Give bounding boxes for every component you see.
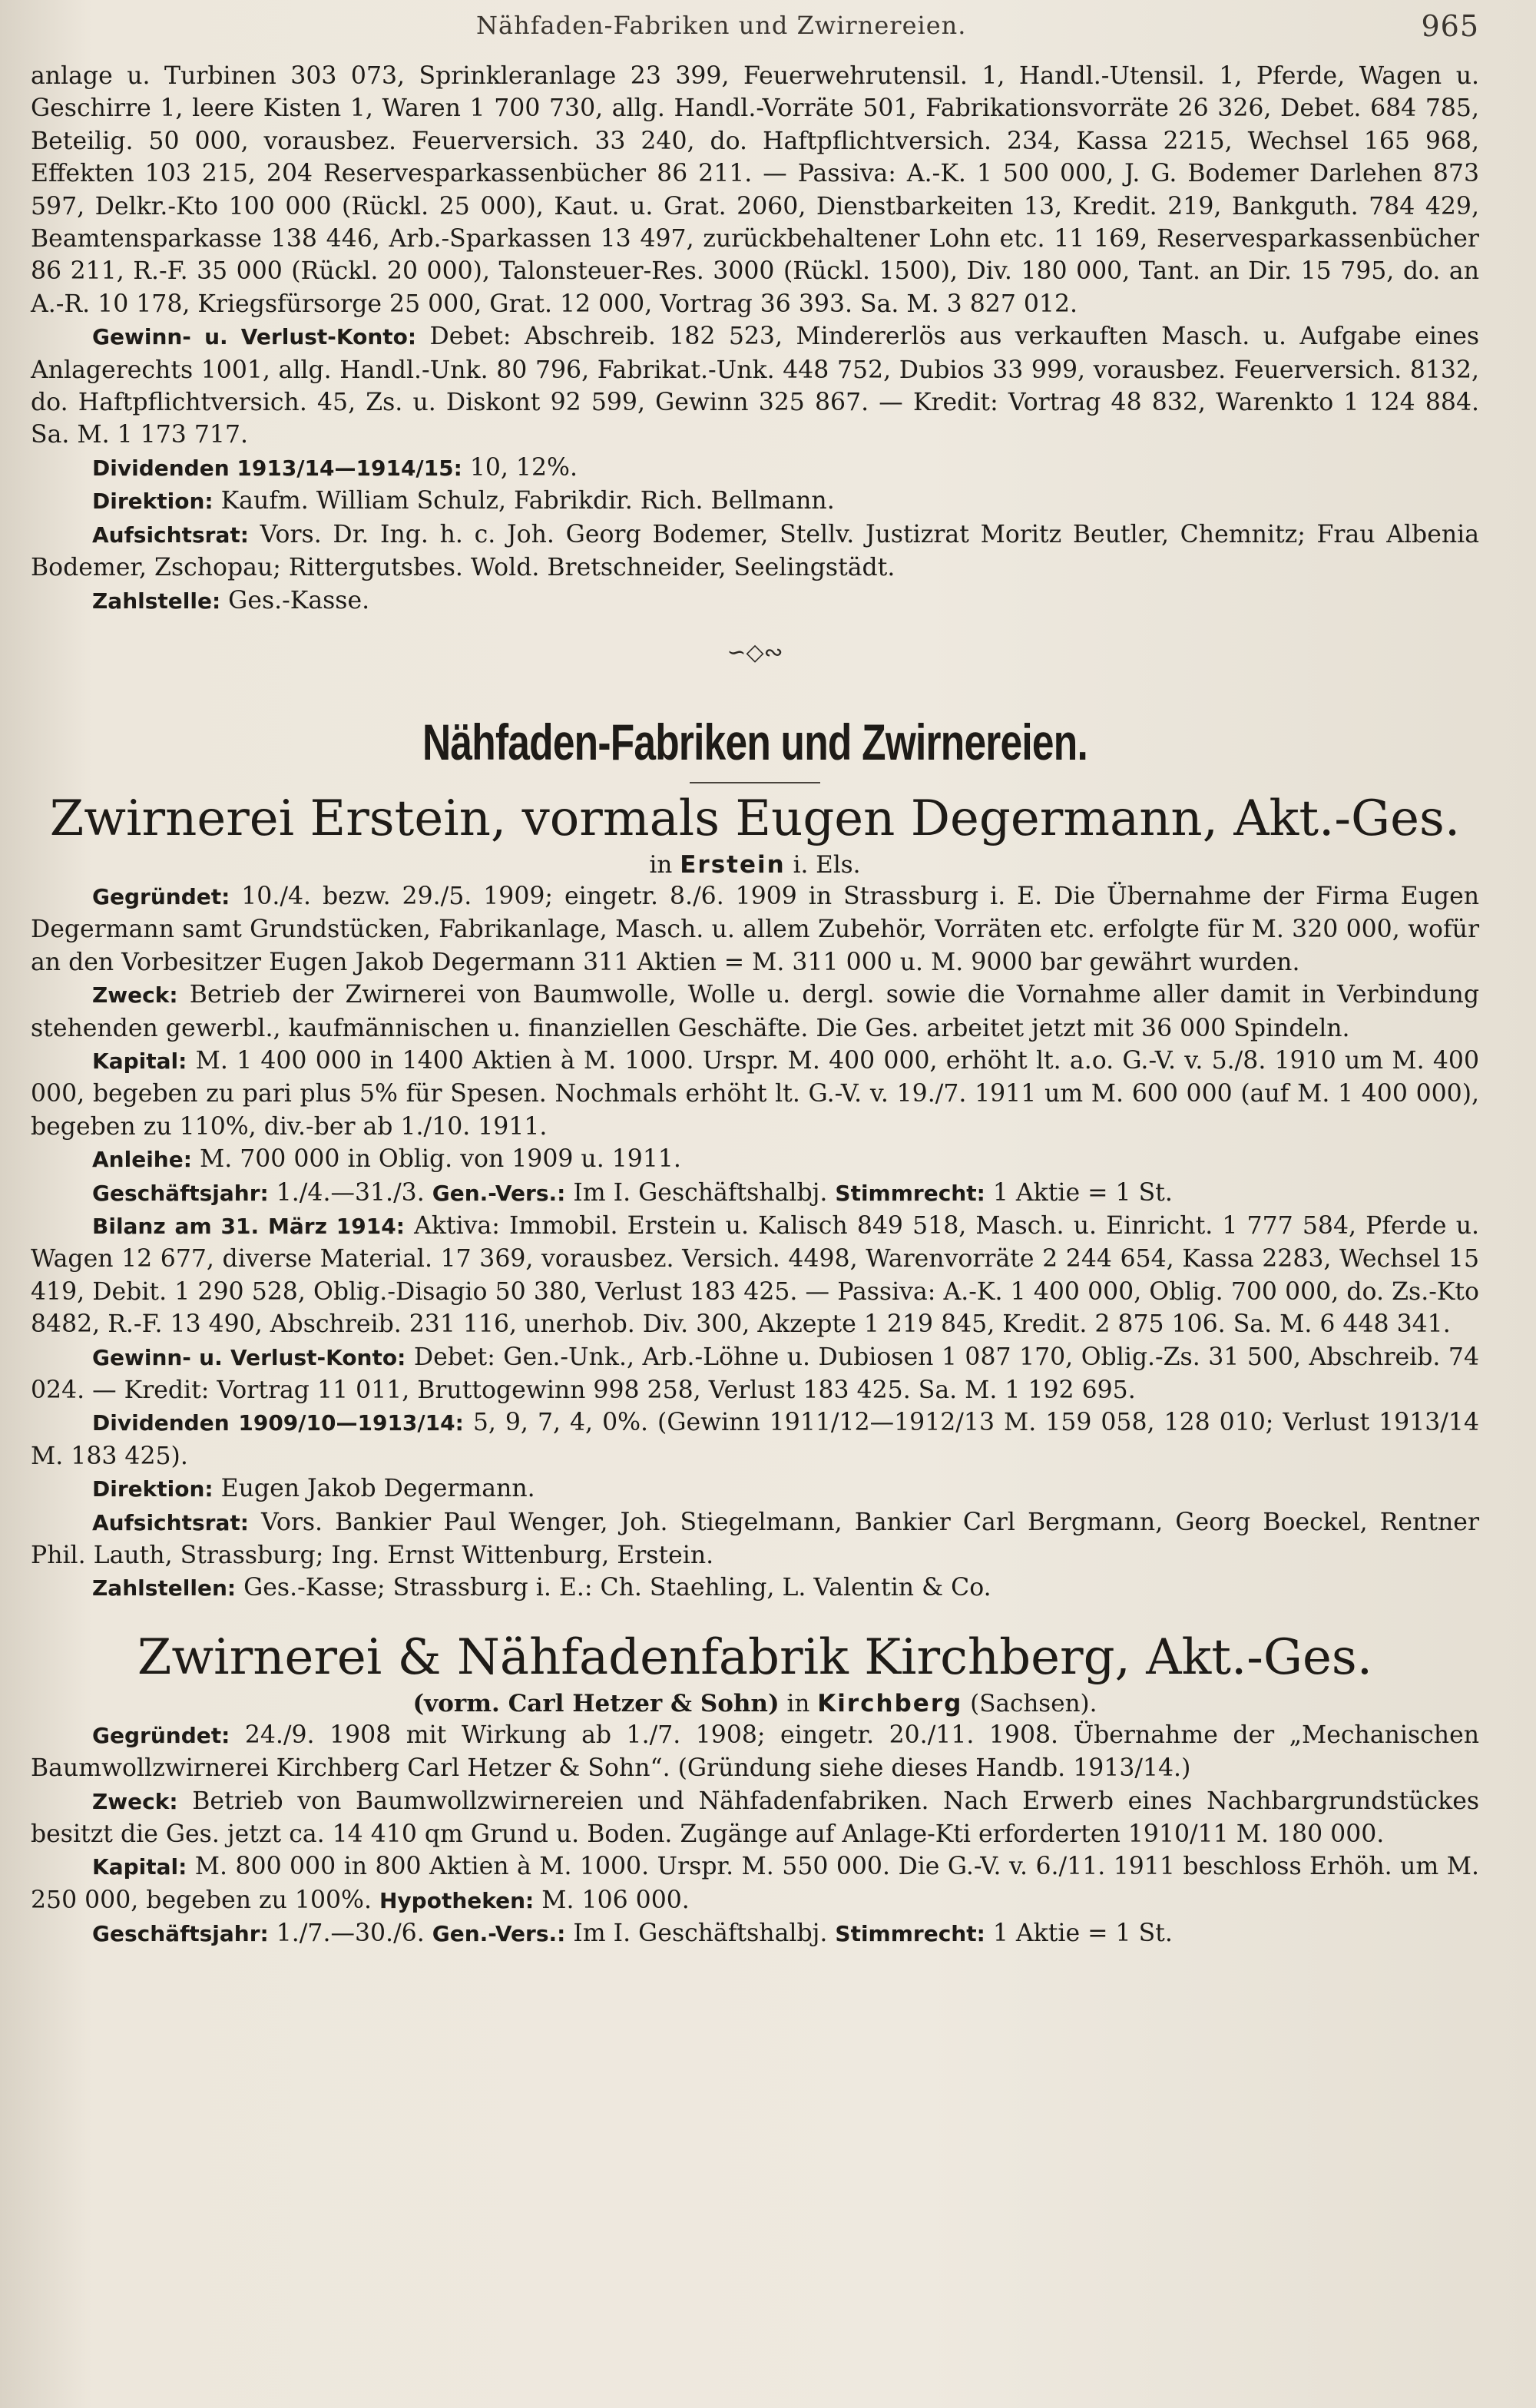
kapital-text: M. 800 000 in 800 Aktien à M. 1000. Urspr. M. 550 000. Die G.-V. v. 6./11. 1911 beschloss Erhöh. um M. 250 000, begeben zu 100%. xyxy=(31,1853,1479,1914)
bilanz-text: Aktiva: Immobil. Erstein u. Kalisch 849 518, Masch. u. Einricht. 1 777 584, Pferde u. Wagen 12 677, diverse Material. 17 369, vorausbez. Versich. 4498, Warenvorräte 2 244 654, Kassa 2283, Wechsel 15 419, Debit. 1 290 528, Oblig.-Disagio 50 380, Verlust 183 425. — Passiva: A.-K. 1 400 000, Oblig. 700 000, do. Zs.-Kto 8482, R.-F. 13 490, Abschreib. 231 116, unerhob. Div. 300, Akzepte 1 219 845, Kredit. 2 875 106. Sa. M. 6 448 341. xyxy=(31,1211,1480,1339)
gewinn-label: Gewinn- u. Verlust-Konto: xyxy=(92,324,417,350)
ornament-divider: ∽◇∾ xyxy=(727,638,783,666)
zweck-text: Betrieb von Baumwollzwirnereien und Nähfadenfabriken. Nach Erwerb eines Nachbargrundstückes besitzt die Ges. jetzt ca. 14 410 qm Grund u. Boden. Zugänge auf Anlage-Kti erforderten 1910/11 M. 180 000. xyxy=(31,1787,1480,1849)
geschaeftsjahr-text: 1./7.—30./6. xyxy=(276,1919,425,1948)
bilanz-label: Bilanz am 31. März 1914: xyxy=(92,1213,405,1239)
kapital-paragraph xyxy=(31,1045,1479,1143)
zweck-label: Zweck: xyxy=(92,1788,178,1814)
location-prefix: in xyxy=(786,1689,810,1717)
gewinn-paragraph xyxy=(31,320,1479,452)
gewinn-text: Debet: Gen.-Unk., Arb.-Löhne u. Dubiosen 1 087 170, Oblig.-Zs. 31 500, Abschreib. 74 024. — Kredit: Vortrag 11 011, Bruttogewinn 998 258, Verlust 183 425. Sa. M. 1 192 695. xyxy=(31,1343,1480,1404)
running-head xyxy=(31,0,1479,60)
location-prefix: in xyxy=(649,850,673,879)
kapital-text: M. 1 400 000 in 1400 Aktien à M. 1000. Urspr. M. 400 000, erhöht lt. a.o. G.-V. v. 5./8. 1910 um M. 400 000, begeben zu pari plus 5% für Spesen. Nochmals erhöht lt. G.-V. v. 19./7. 1911 um M. 600 000 (auf M. 1 400 000), begeben zu 110%, div.-ber ab 1./10. 1911. xyxy=(31,1046,1480,1141)
gegruendet-label: Gegründet: xyxy=(92,883,230,909)
entry-erstein xyxy=(31,880,1479,1605)
zahlstellen-text: Ges.-Kasse; Strassburg i. E.: Ch. Staehling, L. Valentin & Co. xyxy=(243,1574,991,1602)
direktion-paragraph xyxy=(31,485,1479,518)
stimmrecht-label: Stimmrecht: xyxy=(835,1921,985,1947)
running-title: Nähfaden-Fabriken und Zwirnereien. xyxy=(476,11,967,40)
entry-kirchberg xyxy=(31,1719,1479,1951)
gegruendet-text: 24./9. 1908 mit Wirkung ab 1./7. 1908; eingetr. 20./11. 1908. Übernahme der „Mechanischen Baumwollzwirnerei Kirchberg Carl Hetzer & Sohn“. (Gründung siehe dieses Handb. 1913/14.) xyxy=(31,1721,1480,1783)
genvers-label: Gen.-Vers.: xyxy=(432,1180,566,1206)
dividenden-label: Dividenden 1913/14—1914/15: xyxy=(92,455,462,481)
aufsichtsrat-paragraph xyxy=(31,1506,1479,1572)
location-suffix: (Sachsen). xyxy=(970,1689,1097,1717)
anleihe-text: M. 700 000 in Oblig. von 1909 u. 1911. xyxy=(199,1145,681,1174)
stimmrecht-label: Stimmrecht: xyxy=(835,1180,985,1206)
aufsichtsrat-label: Aufsichtsrat: xyxy=(92,522,249,548)
zahlstellen-paragraph xyxy=(31,1572,1479,1605)
anleihe-paragraph xyxy=(31,1143,1479,1176)
dividenden-label: Dividenden 1909/10—1913/14: xyxy=(92,1410,464,1436)
gegruendet-text: 10./4. bezw. 29./5. 1909; eingetr. 8./6. 1909 in Strassburg i. E. Die Übernahme der Firma Eugen Degermann samt Grundstücken, Fabrikanlage, Masch. u. allem Zubehör, Vorräten etc. erfolgte für M. 320 000, wofür an den Vorbesitzer Eugen Jakob Degermann 311 Aktien = M. 311 000 u. M. 9000 bar gewährt wurden. xyxy=(31,882,1480,976)
zahlstelle-text: Ges.-Kasse. xyxy=(228,586,370,614)
gewinn-label: Gewinn- u. Verlust-Konto: xyxy=(92,1344,406,1370)
direktion-text: Eugen Jakob Degermann. xyxy=(220,1475,535,1503)
genvers-label: Gen.-Vers.: xyxy=(432,1921,566,1947)
kapital-label: Kapital: xyxy=(92,1048,187,1074)
zahlstelle-label: Zahlstelle: xyxy=(92,588,221,614)
company-location-kirchberg xyxy=(31,1688,1479,1719)
geschaeftsjahr-label: Geschäftsjahr: xyxy=(92,1180,269,1206)
direktion-label: Direktion: xyxy=(92,1476,214,1502)
section-title: Nähfaden-Fabriken und Zwirnereien. xyxy=(422,713,1087,770)
direktion-label: Direktion: xyxy=(92,489,214,515)
dividenden-paragraph xyxy=(31,1406,1479,1472)
stimmrecht-text: 1 Aktie = 1 St. xyxy=(992,1178,1173,1207)
previous-entry xyxy=(31,60,1479,618)
aufsichtsrat-paragraph xyxy=(31,518,1479,585)
zweck-text: Betrieb der Zwirnerei von Baumwolle, Wolle u. dergl. sowie die Vornahme aller damit in Verbindung stehenden gewerbl., kaufmännischen u. finanziellen Geschäfte. Die Ges. arbeitet jetzt mit 36 000 Spindeln. xyxy=(31,981,1479,1042)
gewinn-text: Debet: Abschreib. 182 523, Mindererlös aus verkauften Masch. u. Aufgabe eines Anlagerechts 1001, allg. Handl.-Unk. 80 796, Fabrikat.-Unk. 448 752, Dubios 33 999, vorausbez. Feuerversich. 8132, do. Haftpflichtversich. 45, Zs. u. Diskont 92 599, Gewinn 325 867. — Kredit: Vortrag 48 832, Warenkto 1 124 884. Sa. M. 1 173 717. xyxy=(31,323,1480,449)
geschaeftsjahr-text: 1./4.—31./3. xyxy=(276,1178,425,1207)
location-city: Erstein xyxy=(680,850,786,879)
zweck-paragraph xyxy=(31,979,1479,1045)
vorm-text: (vorm. Carl Hetzer & Sohn) xyxy=(412,1689,780,1717)
geschaeftsjahr-paragraph xyxy=(31,1177,1479,1210)
zweck-label: Zweck: xyxy=(92,982,178,1009)
genvers-text: Im I. Geschäftshalbj. xyxy=(573,1919,828,1948)
aufsichtsrat-text: Vors. Bankier Paul Wenger, Joh. Stiegelmann, Bankier Carl Bergmann, Georg Boeckel, Rentner Phil. Lauth, Strassburg; Ing. Ernst Wittenburg, Erstein. xyxy=(31,1508,1479,1570)
anleihe-label: Anleihe: xyxy=(92,1147,192,1173)
gegruendet-paragraph xyxy=(31,880,1479,979)
geschaeftsjahr-paragraph xyxy=(31,1917,1479,1950)
kapital-paragraph xyxy=(31,1850,1479,1917)
zweck-paragraph xyxy=(31,1785,1479,1851)
zahlstelle-paragraph xyxy=(31,585,1479,618)
stimmrecht-text: 1 Aktie = 1 St. xyxy=(992,1919,1173,1948)
location-suffix: i. Els. xyxy=(793,850,861,879)
gewinn-paragraph xyxy=(31,1341,1479,1407)
location-city: Kirchberg xyxy=(817,1689,963,1717)
page-number: 965 xyxy=(1421,9,1479,43)
section-rule xyxy=(690,782,820,783)
company-name-erstein: Zwirnerei Erstein, vormals Eugen Degermann, Akt.-Ges. xyxy=(49,790,1461,847)
gegruendet-paragraph xyxy=(31,1719,1479,1785)
direktion-text: Kaufm. William Schulz, Fabrikdir. Rich. Bellmann. xyxy=(220,487,835,515)
kapital-label: Kapital: xyxy=(92,1854,187,1880)
dividenden-paragraph xyxy=(31,452,1479,485)
aufsichtsrat-label: Aufsichtsrat: xyxy=(92,1509,249,1535)
aufsichtsrat-text: Vors. Dr. Ing. h. c. Joh. Georg Bodemer, Stellv. Justizrat Moritz Beutler, Chemnitz; Frau Albenia Bodemer, Zschopau; Rittergutsbes. Wold. Bretschneider, Seelingstädt. xyxy=(31,520,1480,582)
direktion-paragraph xyxy=(31,1472,1479,1505)
balance-continued: anlage u. Turbinen 303 073, Sprinkleranlage 23 399, Feuerwehrutensil. 1, Handl.-Utensil. 1, Pferde, Wagen u. Geschirre 1, leere Kisten 1, Waren 1 700 730, allg. Handl.-Vorräte 501, Fabrikationsvorräte 26 326, Debet. 684 785, Beteilig. 50 000, vorausbez. Feuerversich. 33 240, do. Haftpflichtversich. 234, Kassa 2215, Wechsel 165 968, Effekten 103 215, 204 Reservesparkassenbücher 86 211. — Passiva: A.-K. 1 500 000, J. G. Bodemer Darlehen 873 597, Delkr.-Kto 100 000 (Rückl. 25 000), Kaut. u. Grat. 2060, Dienstbarkeiten 13, Kredit. 219, Bankguth. 784 429, Beamtensparkasse 138 446, Arb.-Sparkassen 13 497, zurückbehaltener Lohn etc. 11 169, Reservesparkassenbücher 86 211, R.-F. 35 000 (Rückl. 20 000), Talonsteuer-Res. 3000 (Rückl. 1500), Div. 180 000, Tant. an Dir. 15 795, do. an A.-R. 10 178, Kriegsfürsorge 25 000, Grat. 12 000, Vortrag 36 393. Sa. M. 3 827 012. xyxy=(31,62,1479,318)
hypotheken-label: Hypotheken: xyxy=(379,1887,535,1913)
geschaeftsjahr-label: Geschäftsjahr: xyxy=(92,1921,269,1947)
company-name-kirchberg: Zwirnerei & Nähfadenfabrik Kirchberg, Akt.-Ges. xyxy=(137,1628,1373,1686)
dividenden-text: 10, 12%. xyxy=(469,453,578,482)
bilanz-paragraph xyxy=(31,1210,1479,1341)
dividenden-text: 5, 9, 7, 4, 0%. (Gewinn 1911/12—1912/13 M. 159 058, 128 010; Verlust 1913/14 M. 183 425). xyxy=(31,1409,1480,1470)
gegruendet-label: Gegründet: xyxy=(92,1722,230,1748)
hypotheken-text: M. 106 000. xyxy=(541,1886,690,1914)
genvers-text: Im I. Geschäftshalbj. xyxy=(573,1178,828,1207)
company-location-erstein xyxy=(31,850,1479,880)
zahlstellen-label: Zahlstellen: xyxy=(92,1575,237,1601)
